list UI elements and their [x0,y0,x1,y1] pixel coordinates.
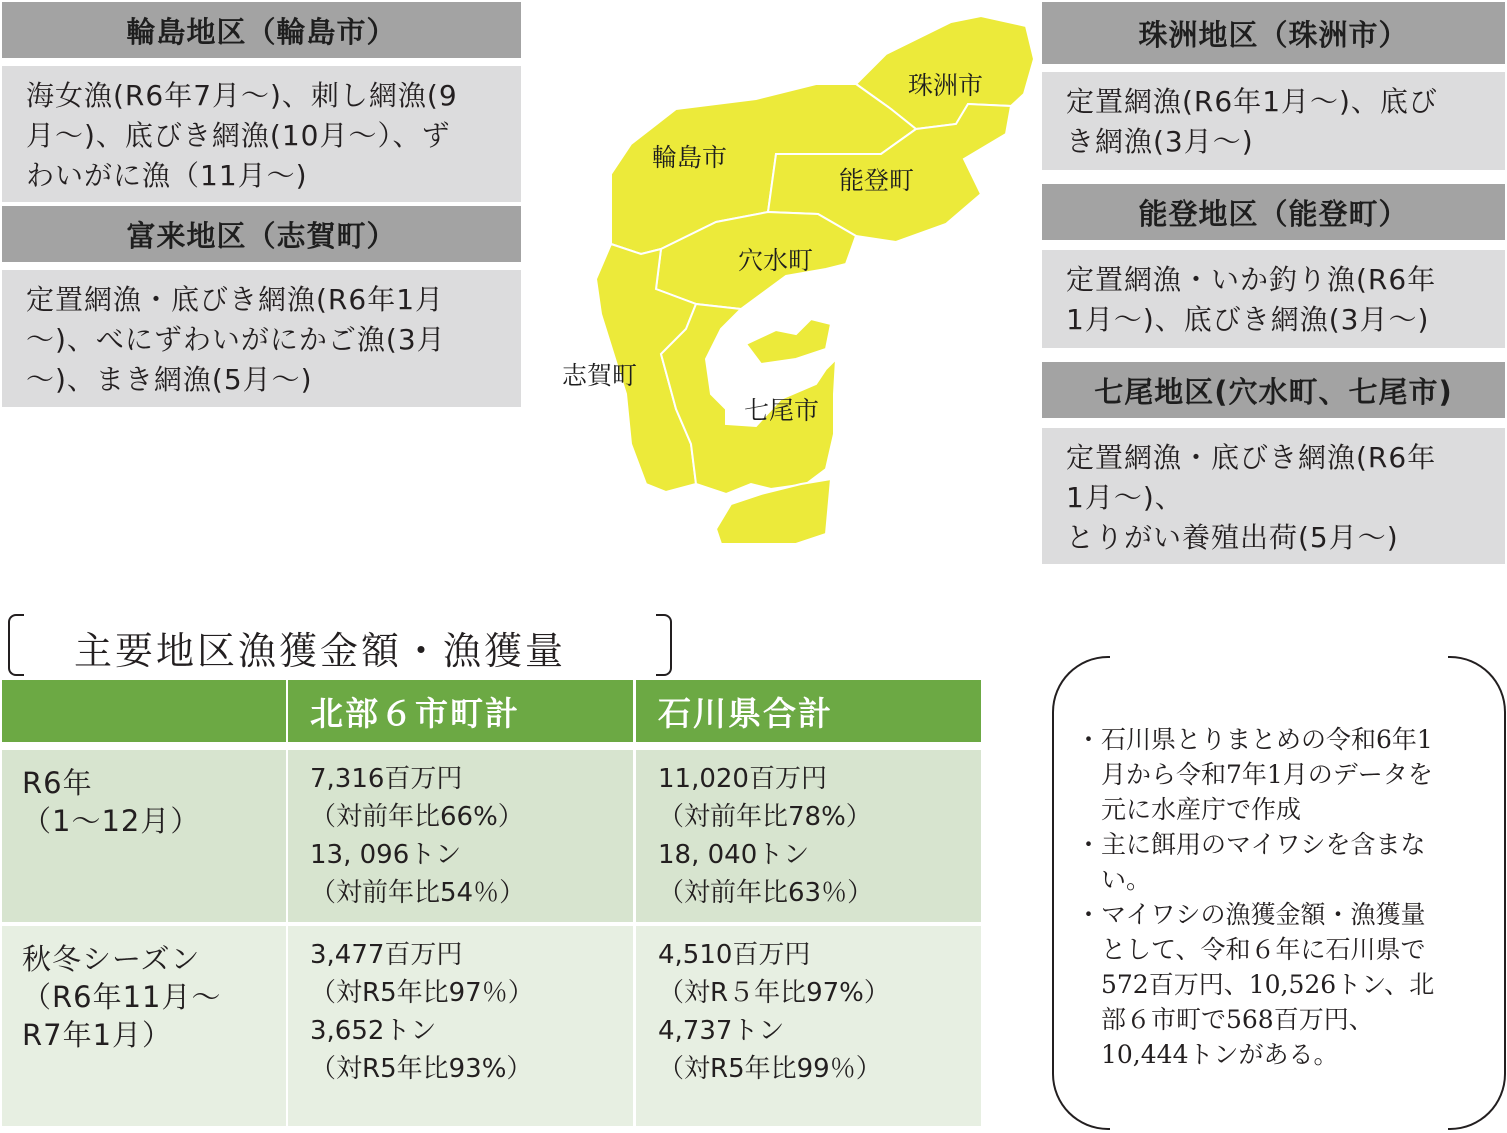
noto-map-label: 能登町 [839,166,915,195]
nanao-district-title: 七尾地区(穴水町、七尾市) [1042,362,1505,418]
noto-district-title: 能登地区（能登町） [1042,184,1505,240]
notes-right-bracket [1448,656,1506,1130]
table-header-empty [2,680,286,742]
suzu-district-title: 珠洲地区（珠洲市） [1042,2,1505,64]
togi-district-body: 定置網漁・底びき網漁(R6年1月 ～)、べにずわいがにかご漁(3月 ～)、まき網漁(5月～) [2,270,521,407]
table-section-title [8,614,672,676]
table-header-north: 北部６市町計 [288,680,633,742]
notes-text: ・石川県とりまとめの令和6年1 月から令和7年1月のデータを 元に水産庁で作成 ・主に餌用のマイワシを含まな い。 ・マイワシの漁獲金額・漁獲量 として、令和６年に石川県で 572百万円、10,526トン、北 部６市町で568百万円、 10,444トンがある。 [1076,725,1435,1069]
table-cell-ishikawa: 4,510百万円 （対R５年比97%） 4,737トン （対R5年比99％） [636,926,981,1126]
notojima-region [746,319,831,364]
suzu-district-body: 定置網漁(R6年1月～)、底び き網漁(3月～) [1042,72,1505,170]
table-row-label: R6年 （1～12月） [2,750,286,922]
shika-map-label: 志賀町 [562,361,638,390]
wajima-district-title: 輪島地区（輪島市） [2,2,521,58]
table-cell-north: 3,477百万円 （対R5年比97％） 3,652トン （対R5年比93%） [288,926,633,1126]
wajima-map-label: 輪島市 [652,143,728,172]
table-cell-ishikawa: 11,020百万円 （対前年比78%） 18, 040トン （対前年比63％） [636,750,981,922]
table-header-ishikawa: 石川県合計 [636,680,981,742]
table-row-label: 秋冬シーズン （R6年11月～ R7年1月） [2,926,286,1126]
right-bracket [656,614,672,676]
togi-district-title: 富来地区（志賀町） [2,206,521,262]
notes-box [1052,656,1506,1126]
table-cell-north: 7,316百万円 （対前年比66%） 13, 096トン （対前年比54％） [288,750,633,922]
nanao-district-body: 定置網漁・底びき網漁(R6年 1月～)、 とりがい養殖出荷(5月～) [1042,428,1505,564]
nanao-map-label: 七尾市 [744,396,820,425]
anamizu-map-label: 穴水町 [738,246,814,275]
table-title: 主要地区漁獲金額・漁獲量 [74,629,567,673]
noto-district-body: 定置網漁・いか釣り漁(R6年 1月～)、底びき網漁(3月～) [1042,250,1505,348]
left-bracket [8,614,24,676]
suzu-map-label: 珠洲市 [908,71,984,100]
noto-peninsula-map [556,14,1036,544]
wajima-district-body: 海女漁(R6年7月～)、刺し網漁(9 月～)、底びき網漁(10月～）、ず わいがに漁（11月～) [2,66,521,202]
